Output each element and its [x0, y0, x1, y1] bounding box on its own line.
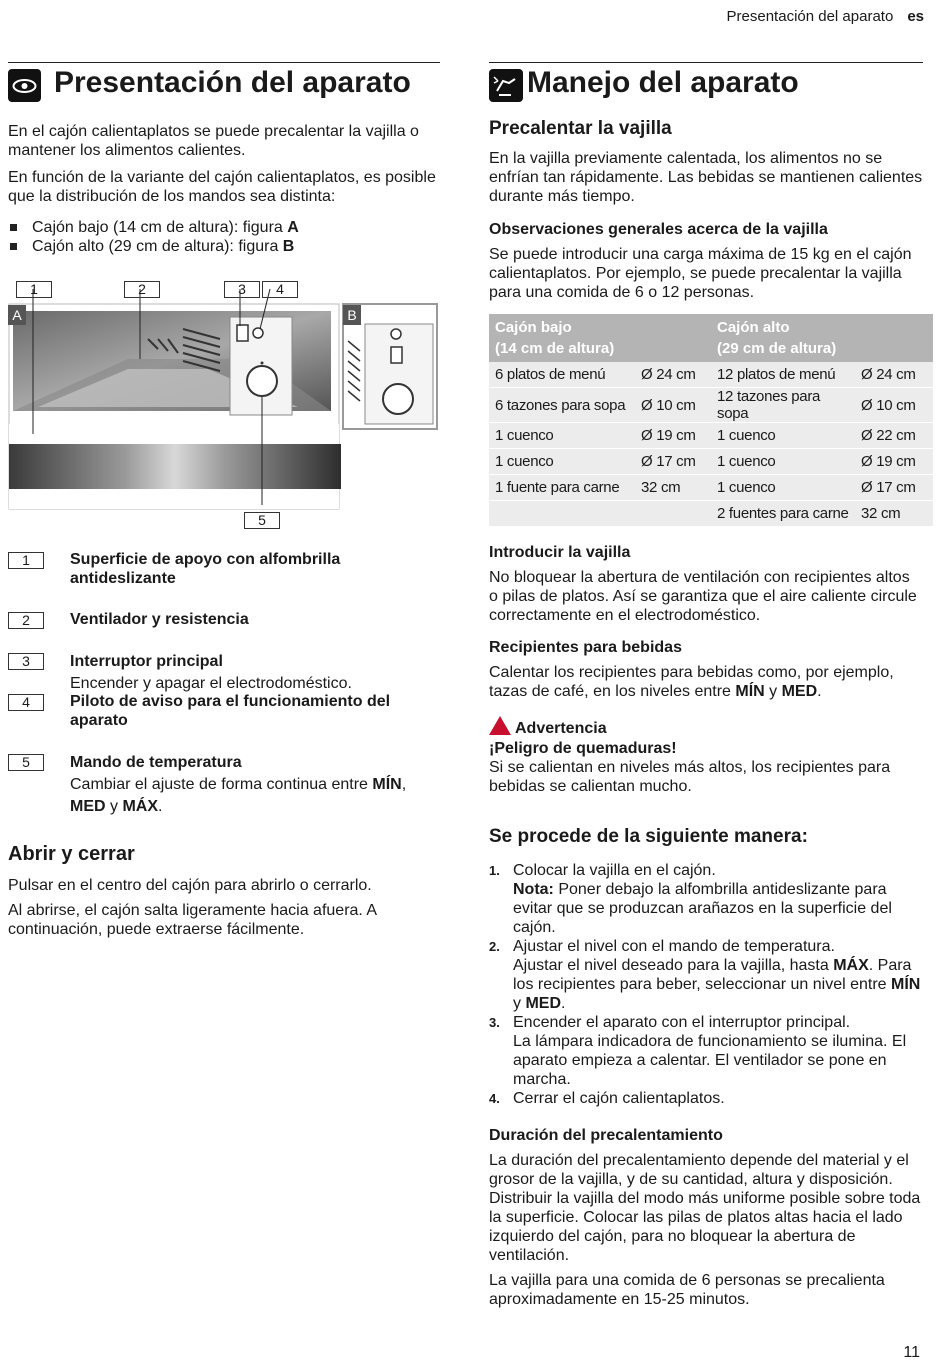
list-item: Cajón alto (29 cm de altura): figura B — [8, 237, 440, 256]
intro — [8, 122, 440, 206]
section-subheading: Se procede de la siguiente manera: — [489, 826, 808, 847]
subheading: Introducir la vajilla — [489, 544, 631, 561]
header-lang: es — [907, 8, 924, 25]
callout-3: 3 — [224, 281, 260, 298]
figure-legend — [8, 550, 440, 815]
appliance-figure — [8, 279, 440, 534]
running-header — [727, 8, 924, 25]
paragraph: La vajilla para una comida de 6 personas se precalienta aproximadamente en 15-25 minutos. — [489, 1272, 885, 1308]
paragraph: Calentar los recipientes para bebidas como, por ejemplo, tazas de café, en los niveles entre MÍN y MED. — [489, 664, 894, 700]
page-title: Manejo del aparato — [527, 66, 799, 99]
right-column — [489, 62, 923, 1309]
callout-4: 4 — [262, 281, 298, 298]
table-row: 6 platos de menú Ø 24 cm 12 platos de menú Ø 24 cm — [489, 362, 933, 388]
eye-icon — [8, 69, 41, 102]
header-section: Presentación del aparato — [726, 8, 894, 25]
table-row: 1 fuente para carne 32 cm 1 cuenco Ø 17 cm — [489, 475, 933, 501]
table-header-cell: Cajón alto (29 cm de altura) — [711, 314, 933, 362]
table-row: 2 fuentes para carne 32 cm — [489, 501, 933, 527]
paragraph: La duración del precalentamiento depende del material y el grosor de la vajilla, y de su cantidad, altura y disposición. Distribuir la vajilla del modo más uniforme posible sobre toda la superficie. Colocar las pilas de platos altas hacia el lado izquierdo del cajón, para no bloquear la abertura de ventilación. — [489, 1152, 921, 1264]
procedure-steps — [489, 861, 923, 1108]
legend-item: 4 Piloto de aviso para el funcionamiento del aparato — [8, 692, 440, 752]
intro-paragraph: En el cajón calientaplatos se puede precalentar la vajilla o mantener los alimentos calientes. — [8, 123, 419, 159]
callout-1: 1 — [16, 281, 52, 298]
section-heading — [8, 62, 440, 107]
warning-box — [489, 716, 923, 796]
callout-2: 2 — [124, 281, 160, 298]
paragraph: Se puede introducir una carga máxima de 15 kg en el cajón calientaplatos. Por ejemplo, se puede precalentar la vajilla para una comida de 6 o 12 personas. — [489, 246, 912, 301]
figure-label-b: B — [343, 305, 361, 325]
legend-item: 3 Interruptor principal Encender y apagar el electrodoméstico. — [8, 651, 440, 692]
warning-icon — [489, 716, 511, 735]
table-header-cell: Cajón bajo (14 cm de altura) — [489, 314, 711, 362]
paragraph: En la vajilla previamente calentada, los alimentos no se enfrían tan rápidamente. Las bebidas se mantienen calientes durante más tiempo. — [489, 150, 923, 205]
list-item: 3. Encender el aparato con el interruptor principal. La lámpara indicadora de funcionamiento se ilumina. El aparato empieza a calentar. El ventilador se pone en marcha. — [489, 1014, 907, 1088]
table-header — [489, 314, 933, 362]
table-row: 6 tazones para sopa Ø 10 cm 12 tazones para sopa Ø 10 cm — [489, 388, 933, 423]
warning-text: Si se calientan en niveles más altos, los recipientes para bebidas se calientan mucho. — [489, 759, 891, 795]
left-column — [8, 62, 440, 939]
page-title: Presentación del aparato — [54, 66, 411, 99]
list-item: 2. Ajustar el nivel con el mando de temperatura. Ajustar el nivel deseado para la vajilla, hasta MÁX. Para los recipientes para beber, seleccionar un nivel entre MÍN y MED. — [489, 938, 921, 1012]
list-item: 4. Cerrar el cajón calientaplatos. — [489, 1090, 725, 1107]
section-subheading: Precalentar la vajilla — [489, 118, 672, 139]
subheading: Observaciones generales acerca de la vajilla — [489, 221, 828, 238]
hand-icon — [489, 69, 523, 102]
dishes-table — [489, 314, 933, 527]
figure-label-a: A — [8, 305, 26, 325]
page-number: 11 — [903, 1344, 920, 1361]
paragraph: Al abrirse, el cajón salta ligeramente hacia afuera. A continuación, puede extraerse fácilmente. — [8, 902, 377, 938]
callout-5: 5 — [244, 512, 280, 529]
list-item: Cajón bajo (14 cm de altura): figura A — [8, 218, 440, 237]
table-row: 1 cuenco Ø 17 cm 1 cuenco Ø 19 cm — [489, 449, 933, 475]
subheading: Recipientes para bebidas — [489, 639, 682, 656]
warning-title: ¡Peligro de quemaduras! — [489, 740, 677, 757]
intro-paragraph: En función de la variante del cajón calientaplatos, es posible que la distribución de los mandos sea distinta: — [8, 169, 436, 205]
variant-list — [8, 218, 440, 256]
paragraph: Pulsar en el centro del cajón para abrirlo o cerrarlo. — [8, 877, 372, 894]
open-close-section — [8, 842, 440, 939]
section-subheading: Abrir y cerrar — [8, 843, 135, 865]
table-row: 1 cuenco Ø 19 cm 1 cuenco Ø 22 cm — [489, 423, 933, 449]
legend-item: 1 Superficie de apoyo con alfombrilla antideslizante — [8, 550, 440, 610]
list-item: 1. Colocar la vajilla en el cajón. Nota: Poner debajo la alfombrilla antideslizante para evitar que se produzcan arañazos en la superficie del cajón. — [489, 862, 892, 936]
section-heading — [489, 62, 923, 107]
warning-label: Advertencia — [515, 720, 607, 737]
subheading: Duración del precalentamiento — [489, 1127, 723, 1144]
legend-item: 5 Mando de temperatura Cambiar el ajuste de forma continua entre MÍN, MED y MÁX. — [8, 752, 440, 812]
legend-item: 2 Ventilador y resistencia — [8, 610, 440, 651]
paragraph: No bloquear la abertura de ventilación con recipientes altos o pilas de platos. Así se garantiza que el aire caliente circule correctamente en el electrodoméstico. — [489, 569, 917, 624]
